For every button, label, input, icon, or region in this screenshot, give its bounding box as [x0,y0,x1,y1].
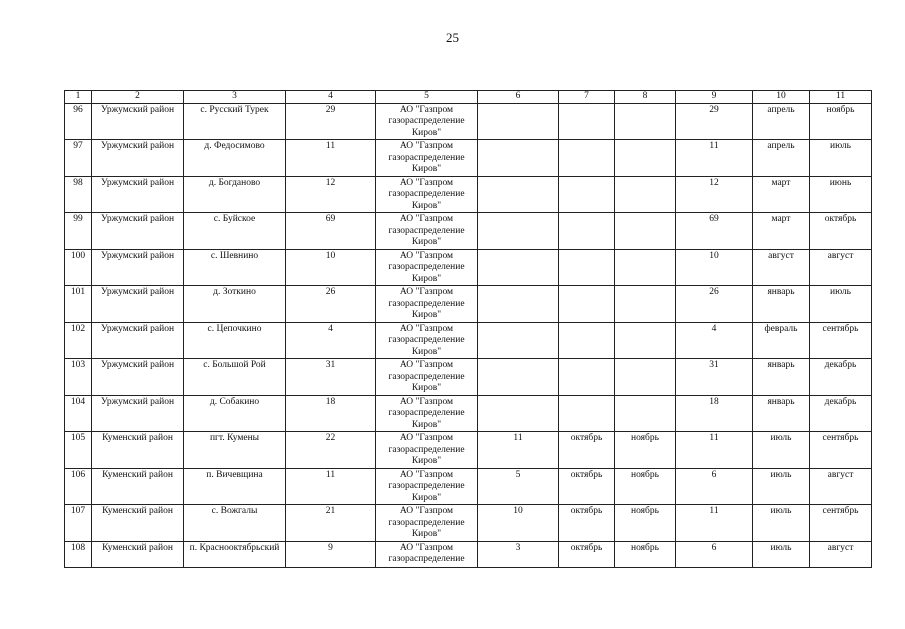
month-cell [559,176,615,213]
month-cell: июль [753,505,810,542]
column-header: 11 [810,91,872,104]
column-header: 9 [676,91,753,104]
district-cell: Уржумский район [92,213,184,250]
organization-cell: АО "Газпром газораспределение Киров" [376,432,478,469]
value-cell [478,176,559,213]
month-cell [559,322,615,359]
row-number: 99 [65,213,92,250]
month-cell [559,286,615,323]
month-cell: август [810,249,872,286]
row-number: 108 [65,541,92,567]
district-cell: Куменский район [92,505,184,542]
month-cell: август [810,468,872,505]
district-cell: Куменский район [92,468,184,505]
value-cell: 10 [286,249,376,286]
value-cell: 11 [286,140,376,177]
value-cell: 11 [676,505,753,542]
organization-cell: АО "Газпром газораспределение Киров" [376,395,478,432]
row-number: 96 [65,103,92,140]
settlement-cell: с. Русский Турек [184,103,286,140]
table-row [65,249,872,286]
settlement-cell: пгт. Кумены [184,432,286,469]
value-cell: 26 [676,286,753,323]
month-cell [615,286,676,323]
month-cell: март [753,176,810,213]
value-cell: 10 [676,249,753,286]
month-cell [615,249,676,286]
month-cell: сентябрь [810,505,872,542]
organization-cell: АО "Газпром газораспределение Киров" [376,322,478,359]
month-cell [615,176,676,213]
month-cell [615,322,676,359]
gasification-schedule-table [64,90,872,568]
month-cell: ноябрь [615,432,676,469]
value-cell: 18 [676,395,753,432]
page-number: 25 [446,30,459,45]
month-cell: сентябрь [810,322,872,359]
organization-cell: АО "Газпром газораспределение Киров" [376,359,478,396]
row-number: 102 [65,322,92,359]
value-cell: 12 [286,176,376,213]
month-cell: октябрь [559,468,615,505]
value-cell: 5 [478,468,559,505]
district-cell: Уржумский район [92,395,184,432]
month-cell: февраль [753,322,810,359]
month-cell: март [753,213,810,250]
row-number: 105 [65,432,92,469]
settlement-cell: с. Большой Рой [184,359,286,396]
table-row [65,286,872,323]
row-number: 103 [65,359,92,396]
table-row [65,395,872,432]
organization-cell: АО "Газпром газораспределение [376,541,478,567]
month-cell: ноябрь [615,541,676,567]
value-cell: 26 [286,286,376,323]
value-cell [478,103,559,140]
value-cell: 6 [676,468,753,505]
month-cell [559,103,615,140]
month-cell [615,103,676,140]
settlement-cell: с. Шевнино [184,249,286,286]
month-cell: сентябрь [810,432,872,469]
column-header: 3 [184,91,286,104]
month-cell: октябрь [810,213,872,250]
table-header-row [65,91,872,104]
value-cell [478,249,559,286]
value-cell: 29 [676,103,753,140]
month-cell [615,140,676,177]
value-cell [478,359,559,396]
month-cell: июль [753,468,810,505]
month-cell: октябрь [559,505,615,542]
district-cell: Уржумский район [92,140,184,177]
row-number: 100 [65,249,92,286]
value-cell: 21 [286,505,376,542]
value-cell: 4 [286,322,376,359]
district-cell: Куменский район [92,432,184,469]
column-header: 2 [92,91,184,104]
value-cell: 69 [286,213,376,250]
month-cell: ноябрь [810,103,872,140]
value-cell: 31 [286,359,376,396]
value-cell: 69 [676,213,753,250]
month-cell: апрель [753,103,810,140]
month-cell: июль [810,140,872,177]
settlement-cell: д. Богданово [184,176,286,213]
month-cell: январь [753,286,810,323]
district-cell: Куменский район [92,541,184,567]
table-row [65,359,872,396]
table-row [65,213,872,250]
organization-cell: АО "Газпром газораспределение Киров" [376,176,478,213]
month-cell: октябрь [559,541,615,567]
value-cell [478,213,559,250]
value-cell: 3 [478,541,559,567]
settlement-cell: с. Буйское [184,213,286,250]
month-cell [615,395,676,432]
settlement-cell: д. Федосимово [184,140,286,177]
column-header: 4 [286,91,376,104]
column-header: 8 [615,91,676,104]
value-cell: 11 [478,432,559,469]
table-row [65,140,872,177]
row-number: 97 [65,140,92,177]
month-cell: январь [753,395,810,432]
settlement-cell: д. Зоткино [184,286,286,323]
month-cell [559,140,615,177]
month-cell: декабрь [810,395,872,432]
value-cell: 10 [478,505,559,542]
value-cell [478,286,559,323]
month-cell [615,213,676,250]
settlement-cell: п. Краснооктябрьский [184,541,286,567]
month-cell: июнь [810,176,872,213]
value-cell: 29 [286,103,376,140]
organization-cell: АО "Газпром газораспределение Киров" [376,140,478,177]
organization-cell: АО "Газпром газораспределение Киров" [376,286,478,323]
column-header: 1 [65,91,92,104]
value-cell: 31 [676,359,753,396]
table-row [65,103,872,140]
row-number: 98 [65,176,92,213]
month-cell: ноябрь [615,468,676,505]
table-row [65,322,872,359]
district-cell: Уржумский район [92,249,184,286]
column-header: 5 [376,91,478,104]
month-cell: июль [753,432,810,469]
value-cell [478,395,559,432]
row-number: 104 [65,395,92,432]
column-header: 7 [559,91,615,104]
settlement-cell: с. Вожгалы [184,505,286,542]
month-cell: июль [810,286,872,323]
table-row [65,432,872,469]
value-cell: 11 [286,468,376,505]
row-number: 106 [65,468,92,505]
month-cell: август [810,541,872,567]
value-cell: 12 [676,176,753,213]
column-header: 10 [753,91,810,104]
value-cell: 9 [286,541,376,567]
district-cell: Уржумский район [92,286,184,323]
month-cell: январь [753,359,810,396]
row-number: 101 [65,286,92,323]
month-cell: октябрь [559,432,615,469]
month-cell: апрель [753,140,810,177]
value-cell: 22 [286,432,376,469]
month-cell: ноябрь [615,505,676,542]
value-cell: 4 [676,322,753,359]
month-cell [559,213,615,250]
month-cell [559,395,615,432]
settlement-cell: п. Вичевщина [184,468,286,505]
settlement-cell: с. Цепочкино [184,322,286,359]
value-cell [478,140,559,177]
value-cell [478,322,559,359]
month-cell: август [753,249,810,286]
column-header: 6 [478,91,559,104]
value-cell: 18 [286,395,376,432]
table-body [65,103,872,567]
organization-cell: АО "Газпром газораспределение Киров" [376,213,478,250]
organization-cell: АО "Газпром газораспределение Киров" [376,103,478,140]
row-number: 107 [65,505,92,542]
district-cell: Уржумский район [92,322,184,359]
table-row [65,468,872,505]
value-cell: 11 [676,140,753,177]
district-cell: Уржумский район [92,103,184,140]
district-cell: Уржумский район [92,176,184,213]
value-cell: 11 [676,432,753,469]
month-cell [615,359,676,396]
table-row [65,505,872,542]
month-cell [559,249,615,286]
month-cell: декабрь [810,359,872,396]
table-row [65,176,872,213]
settlement-cell: д. Собакино [184,395,286,432]
month-cell: июль [753,541,810,567]
organization-cell: АО "Газпром газораспределение Киров" [376,505,478,542]
value-cell: 6 [676,541,753,567]
organization-cell: АО "Газпром газораспределение Киров" [376,468,478,505]
organization-cell: АО "Газпром газораспределение Киров" [376,249,478,286]
month-cell [559,359,615,396]
table-row [65,541,872,567]
district-cell: Уржумский район [92,359,184,396]
